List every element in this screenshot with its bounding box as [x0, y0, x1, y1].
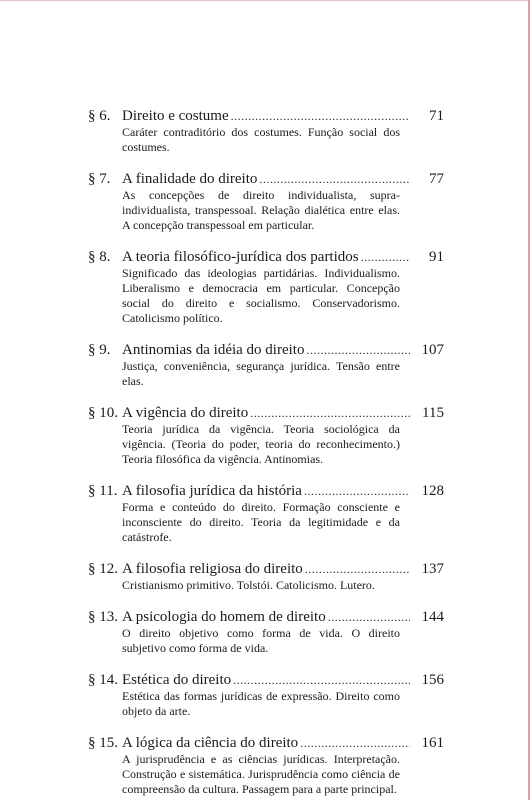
dot-leader	[305, 560, 410, 578]
section-description: As concepções de direito individualista, supra-individualista, transpessoal. Relação dialética entre elas. A concepção transpessoal em particular.	[122, 188, 400, 232]
section-title: A vigência do direito	[122, 405, 249, 421]
section-title: Antinomias da idéia do direito	[122, 342, 305, 358]
page-number: 107	[421, 342, 444, 358]
dot-leader	[231, 107, 410, 125]
section-number: § 6.	[88, 108, 111, 124]
dot-leader	[233, 671, 410, 689]
toc-entry-heading[interactable]	[88, 170, 444, 188]
section-number: § 10.	[88, 405, 118, 421]
toc-entry-heading[interactable]	[88, 482, 444, 500]
page-number: 128	[421, 483, 444, 499]
section-description: O direito objetivo como forma de vida. O direito subjetivo como forma de vida.	[122, 626, 400, 655]
toc-entry-heading[interactable]	[88, 734, 444, 752]
toc-entry	[88, 404, 444, 467]
section-title: A lógica da ciência do direito	[122, 735, 299, 751]
page-number: 144	[421, 609, 444, 625]
dot-leader	[300, 734, 410, 752]
section-description: Teoria jurídica da vigência. Teoria sociológica da vigência. (Teoria do poder, teoria do reconhecimento.) Teoria filosófica da vigência. Antinomias.	[122, 422, 400, 466]
section-description: A jurisprudência e as ciências jurídicas. Interpretação. Construção e sistemática. Jurisprudência como ciência de compreensão da cultura. Passagem para a parte principal.	[122, 752, 400, 796]
section-description: Caráter contraditório dos costumes. Função social dos costumes.	[122, 125, 400, 154]
page-top-edge	[0, 0, 530, 1]
toc-entry	[88, 560, 444, 593]
section-description: Estética das formas jurídicas de expressão. Direito como objeto da arte.	[122, 689, 400, 718]
page-number: 137	[421, 561, 444, 577]
section-title: A filosofia jurídica da história	[122, 483, 302, 499]
section-number: § 13.	[88, 609, 118, 625]
table-of-contents	[88, 107, 444, 812]
toc-entry-heading[interactable]	[88, 560, 444, 578]
section-number: § 11.	[88, 483, 118, 499]
section-title: A filosofia religiosa do direito	[122, 561, 303, 577]
page-number: 91	[429, 249, 444, 265]
section-number: § 12.	[88, 561, 118, 577]
dot-leader	[361, 248, 410, 266]
page-number: 115	[422, 405, 444, 421]
toc-entry	[88, 248, 444, 326]
page-number: 161	[421, 735, 444, 751]
page-number: 156	[421, 672, 444, 688]
section-description: Forma e conteúdo do direito. Formação consciente e inconsciente do direito. Teoria da legitimidade e da catástrofe.	[122, 500, 400, 544]
toc-entry	[88, 341, 444, 389]
section-number: § 15.	[88, 735, 118, 751]
page-number: 71	[429, 108, 444, 124]
section-title: Estética do direito	[122, 672, 232, 688]
page-number: 77	[429, 171, 444, 187]
dot-leader	[328, 608, 410, 626]
section-title: A psicologia do homem de direito	[122, 609, 326, 625]
section-description: Cristianismo primitivo. Tolstói. Catolicismo. Lutero.	[122, 578, 375, 592]
toc-entry-heading[interactable]	[88, 248, 444, 266]
toc-entry	[88, 608, 444, 656]
section-description: Significado das ideologias partidárias. Individualismo. Liberalismo e democracia em particular. Concepção social do direito e socialismo. Conservadorismo. Catolicismo político.	[122, 266, 400, 325]
toc-entry	[88, 170, 444, 233]
section-number: § 9.	[88, 342, 111, 358]
section-number: § 14.	[88, 672, 118, 688]
dot-leader	[304, 482, 410, 500]
section-title: A teoria filosófico-jurídica dos partidos	[122, 249, 359, 265]
toc-entry	[88, 671, 444, 719]
toc-entry-heading[interactable]	[88, 404, 444, 422]
toc-entry	[88, 482, 444, 545]
section-number: § 8.	[88, 249, 111, 265]
section-description: Justiça, conveniência, segurança jurídica. Tensão entre elas.	[122, 359, 400, 388]
dot-leader	[259, 170, 410, 188]
toc-entry-heading[interactable]	[88, 671, 444, 689]
dot-leader	[250, 404, 410, 422]
toc-entry	[88, 107, 444, 155]
section-title: A finalidade do direito	[122, 171, 258, 187]
section-title: Direito e costume	[122, 108, 229, 124]
toc-entry-heading[interactable]	[88, 341, 444, 359]
toc-entry-heading[interactable]	[88, 608, 444, 626]
dot-leader	[306, 341, 410, 359]
toc-entry	[88, 734, 444, 797]
toc-entry-heading[interactable]	[88, 107, 444, 125]
section-number: § 7.	[88, 171, 111, 187]
